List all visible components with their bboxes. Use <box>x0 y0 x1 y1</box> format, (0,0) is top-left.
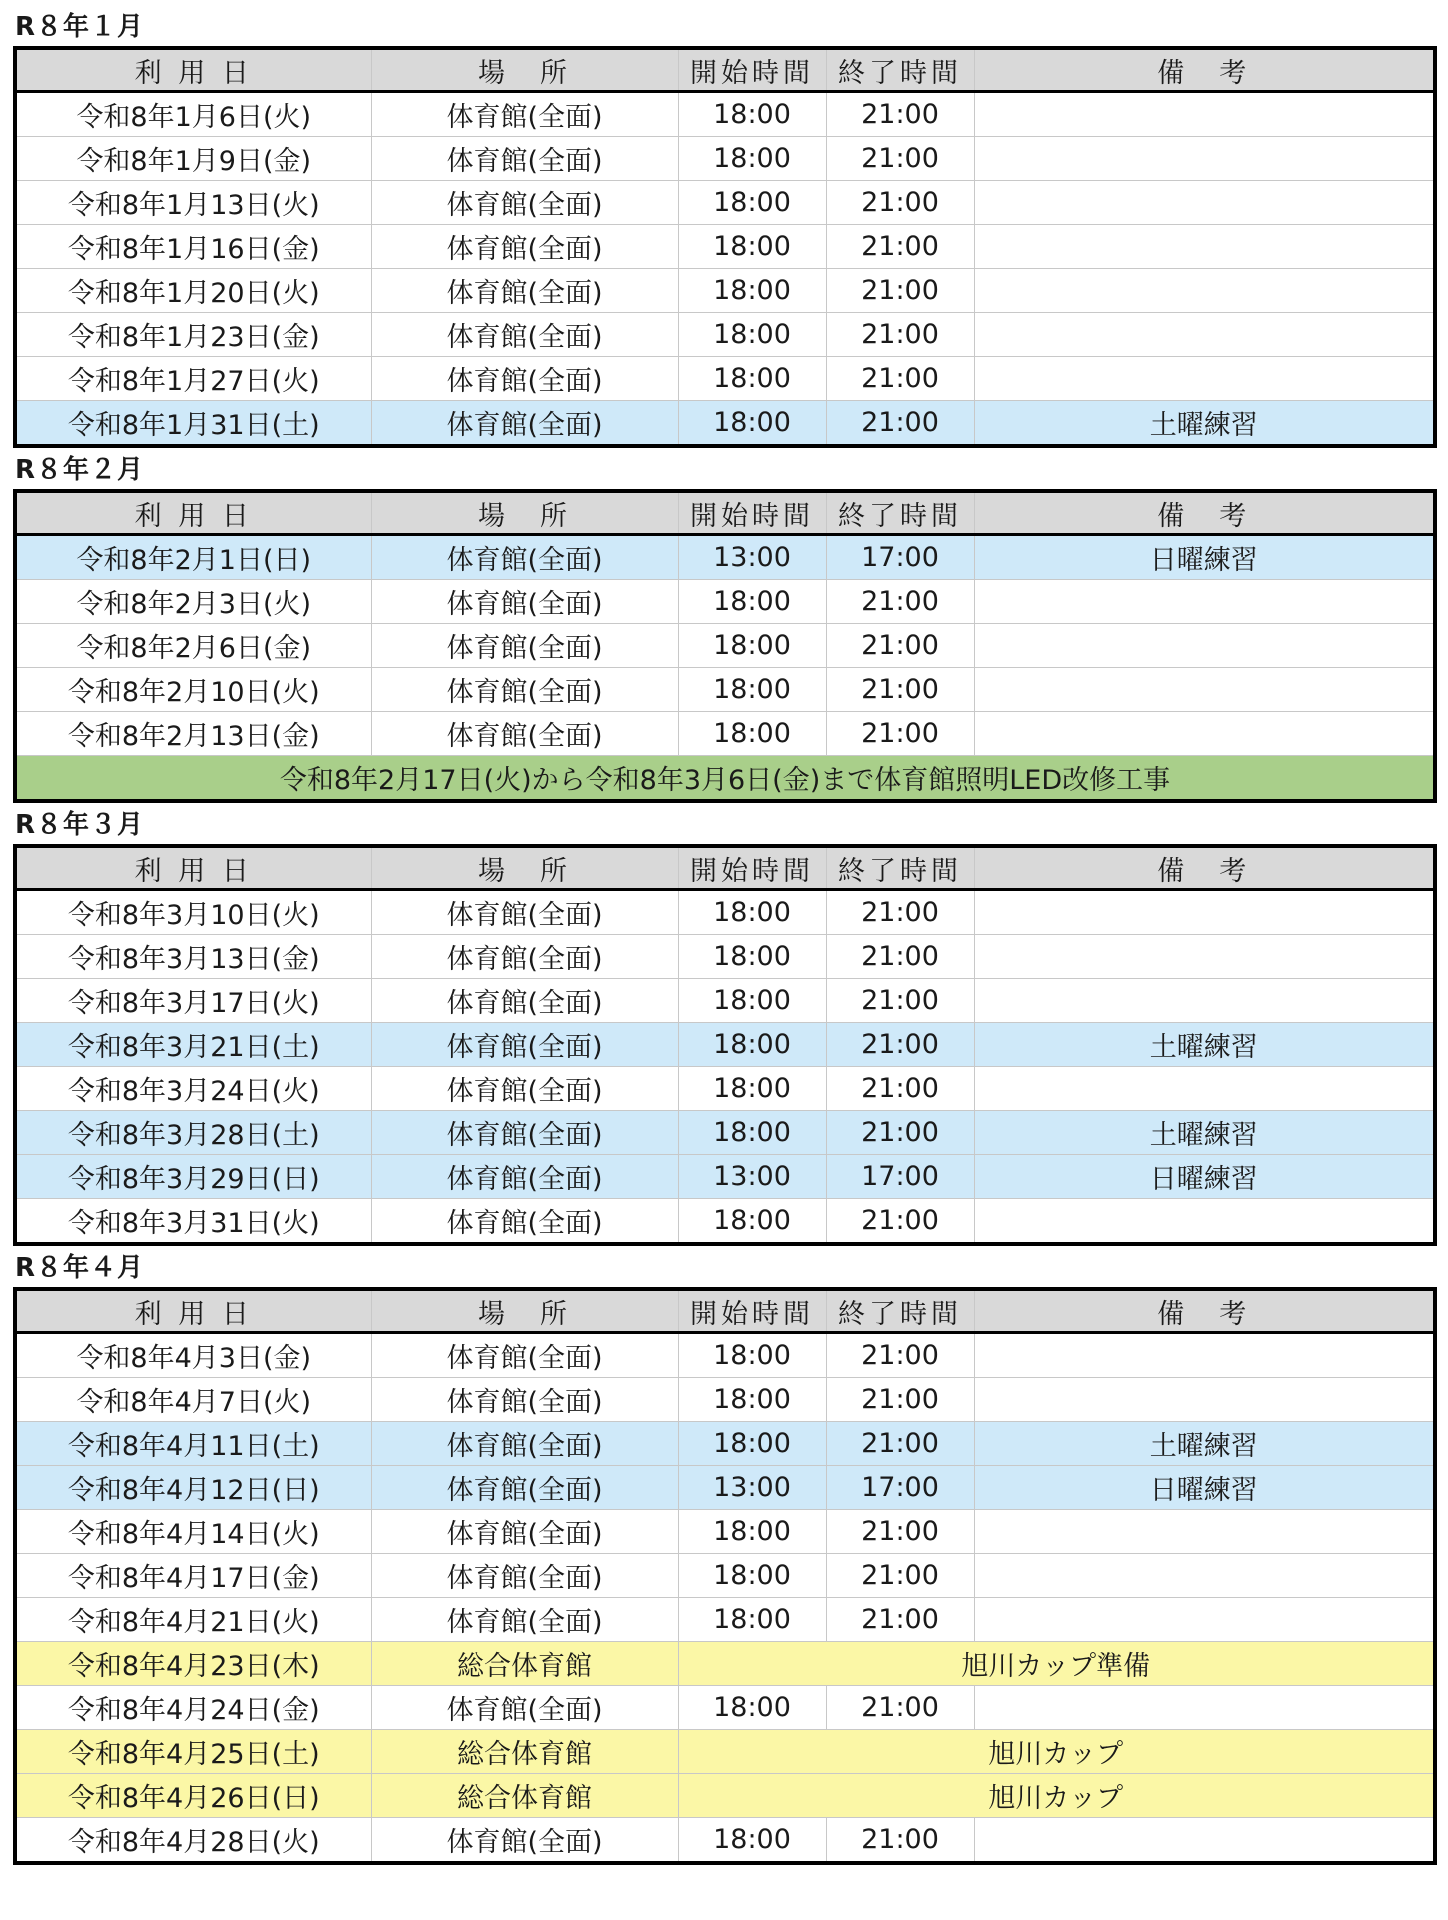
table-row <box>15 1199 1435 1245</box>
place-cell: 体育館(全面) <box>371 137 678 181</box>
table-row <box>15 1155 1435 1199</box>
table-row <box>15 225 1435 269</box>
place-cell: 体育館(全面) <box>371 712 678 756</box>
note-cell <box>974 890 1435 935</box>
event-cell: 旭川カップ <box>678 1730 1435 1774</box>
place-cell: 体育館(全面) <box>371 1199 678 1245</box>
note-cell: 土曜練習 <box>974 1023 1435 1067</box>
date-cell: 令和8年1月23日(金) <box>15 313 371 357</box>
table-row <box>15 1510 1435 1554</box>
end-time-cell: 17:00 <box>826 535 974 580</box>
place-cell: 体育館(全面) <box>371 1598 678 1642</box>
note-cell <box>974 1554 1435 1598</box>
date-cell: 令和8年4月17日(金) <box>15 1554 371 1598</box>
date-cell: 令和8年4月25日(土) <box>15 1730 371 1774</box>
end-time-cell: 21:00 <box>826 979 974 1023</box>
end-time-cell: 21:00 <box>826 181 974 225</box>
note-cell <box>974 181 1435 225</box>
end-time-cell: 17:00 <box>826 1466 974 1510</box>
note-cell <box>974 313 1435 357</box>
notice-cell: 令和8年2月17日(火)から令和8年3月6日(金)まで体育館照明LED改修工事 <box>15 756 1435 802</box>
note-cell <box>974 668 1435 712</box>
place-cell: 総合体育館 <box>371 1774 678 1818</box>
place-cell: 総合体育館 <box>371 1730 678 1774</box>
header-note: 備 考 <box>974 48 1435 92</box>
start-time-cell: 18:00 <box>678 890 826 935</box>
header-place: 場 所 <box>371 491 678 535</box>
note-cell <box>974 712 1435 756</box>
header-row <box>15 1289 1435 1333</box>
date-cell: 令和8年3月28日(土) <box>15 1111 371 1155</box>
header-place: 場 所 <box>371 48 678 92</box>
place-cell: 体育館(全面) <box>371 1466 678 1510</box>
start-time-cell: 18:00 <box>678 1199 826 1245</box>
end-time-cell: 21:00 <box>826 668 974 712</box>
note-cell <box>974 1510 1435 1554</box>
table-row <box>15 668 1435 712</box>
header-note: 備 考 <box>974 1289 1435 1333</box>
table-row <box>15 756 1435 802</box>
table-row <box>15 1067 1435 1111</box>
table-row <box>15 890 1435 935</box>
header-start-time: 開始時間 <box>678 491 826 535</box>
date-cell: 令和8年1月31日(土) <box>15 401 371 447</box>
end-time-cell: 21:00 <box>826 269 974 313</box>
start-time-cell: 18:00 <box>678 1818 826 1864</box>
note-cell <box>974 92 1435 137</box>
place-cell: 体育館(全面) <box>371 890 678 935</box>
start-time-cell: 13:00 <box>678 1466 826 1510</box>
start-time-cell: 18:00 <box>678 1422 826 1466</box>
schedule-table <box>13 1287 1437 1865</box>
schedule-table <box>13 46 1437 448</box>
month-title: R８年１月 <box>15 12 145 42</box>
end-time-cell: 21:00 <box>826 890 974 935</box>
end-time-cell: 21:00 <box>826 1023 974 1067</box>
note-cell <box>974 1686 1435 1730</box>
place-cell: 体育館(全面) <box>371 92 678 137</box>
note-cell <box>974 979 1435 1023</box>
header-date: 利 用 日 <box>15 846 371 890</box>
table-row <box>15 979 1435 1023</box>
date-cell: 令和8年1月6日(火) <box>15 92 371 137</box>
date-cell: 令和8年2月1日(日) <box>15 535 371 580</box>
end-time-cell: 21:00 <box>826 1598 974 1642</box>
date-cell: 令和8年2月13日(金) <box>15 712 371 756</box>
start-time-cell: 18:00 <box>678 1023 826 1067</box>
note-cell <box>974 580 1435 624</box>
place-cell: 体育館(全面) <box>371 1818 678 1864</box>
table-row <box>15 1730 1435 1774</box>
place-cell: 体育館(全面) <box>371 668 678 712</box>
table-row <box>15 313 1435 357</box>
start-time-cell: 18:00 <box>678 137 826 181</box>
month-title: R８年４月 <box>15 1253 145 1283</box>
place-cell: 体育館(全面) <box>371 401 678 447</box>
place-cell: 体育館(全面) <box>371 1422 678 1466</box>
event-cell: 旭川カップ <box>678 1774 1435 1818</box>
date-cell: 令和8年1月20日(火) <box>15 269 371 313</box>
table-row <box>15 1774 1435 1818</box>
place-cell: 体育館(全面) <box>371 935 678 979</box>
date-cell: 令和8年4月24日(金) <box>15 1686 371 1730</box>
start-time-cell: 18:00 <box>678 580 826 624</box>
end-time-cell: 21:00 <box>826 624 974 668</box>
place-cell: 体育館(全面) <box>371 535 678 580</box>
date-cell: 令和8年3月21日(土) <box>15 1023 371 1067</box>
note-cell <box>974 1378 1435 1422</box>
start-time-cell: 18:00 <box>678 269 826 313</box>
date-cell: 令和8年4月23日(木) <box>15 1642 371 1686</box>
table-row <box>15 401 1435 447</box>
end-time-cell: 21:00 <box>826 313 974 357</box>
date-cell: 令和8年4月28日(火) <box>15 1818 371 1864</box>
date-cell: 令和8年1月13日(火) <box>15 181 371 225</box>
month-title: R８年３月 <box>15 810 145 840</box>
end-time-cell: 21:00 <box>826 1333 974 1378</box>
note-cell: 日曜練習 <box>974 1466 1435 1510</box>
start-time-cell: 18:00 <box>678 92 826 137</box>
place-cell: 体育館(全面) <box>371 1155 678 1199</box>
table-row <box>15 624 1435 668</box>
header-start-time: 開始時間 <box>678 846 826 890</box>
place-cell: 体育館(全面) <box>371 357 678 401</box>
table-row <box>15 357 1435 401</box>
table-row <box>15 92 1435 137</box>
end-time-cell: 21:00 <box>826 401 974 447</box>
note-cell: 土曜練習 <box>974 1422 1435 1466</box>
end-time-cell: 21:00 <box>826 225 974 269</box>
place-cell: 体育館(全面) <box>371 1378 678 1422</box>
place-cell: 体育館(全面) <box>371 1510 678 1554</box>
place-cell: 体育館(全面) <box>371 225 678 269</box>
start-time-cell: 18:00 <box>678 181 826 225</box>
date-cell: 令和8年4月12日(日) <box>15 1466 371 1510</box>
header-date: 利 用 日 <box>15 1289 371 1333</box>
month-title: R８年２月 <box>15 455 145 485</box>
note-cell <box>974 225 1435 269</box>
header-note: 備 考 <box>974 846 1435 890</box>
header-end-time: 終了時間 <box>826 491 974 535</box>
start-time-cell: 18:00 <box>678 1686 826 1730</box>
table-row <box>15 1598 1435 1642</box>
date-cell: 令和8年4月26日(日) <box>15 1774 371 1818</box>
date-cell: 令和8年4月11日(土) <box>15 1422 371 1466</box>
end-time-cell: 21:00 <box>826 1067 974 1111</box>
table-row <box>15 935 1435 979</box>
note-cell <box>974 1333 1435 1378</box>
end-time-cell: 21:00 <box>826 580 974 624</box>
table-row <box>15 535 1435 580</box>
start-time-cell: 18:00 <box>678 313 826 357</box>
table-row <box>15 712 1435 756</box>
note-cell: 土曜練習 <box>974 401 1435 447</box>
end-time-cell: 21:00 <box>826 1554 974 1598</box>
header-place: 場 所 <box>371 1289 678 1333</box>
schedule-sheet <box>13 8 1437 1868</box>
date-cell: 令和8年4月21日(火) <box>15 1598 371 1642</box>
header-row <box>15 48 1435 92</box>
header-end-time: 終了時間 <box>826 1289 974 1333</box>
place-cell: 体育館(全面) <box>371 1333 678 1378</box>
start-time-cell: 18:00 <box>678 668 826 712</box>
table-row <box>15 137 1435 181</box>
date-cell: 令和8年3月29日(日) <box>15 1155 371 1199</box>
place-cell: 体育館(全面) <box>371 181 678 225</box>
date-cell: 令和8年3月31日(火) <box>15 1199 371 1245</box>
place-cell: 総合体育館 <box>371 1642 678 1686</box>
end-time-cell: 21:00 <box>826 92 974 137</box>
note-cell <box>974 137 1435 181</box>
date-cell: 令和8年3月10日(火) <box>15 890 371 935</box>
end-time-cell: 21:00 <box>826 1422 974 1466</box>
note-cell: 日曜練習 <box>974 535 1435 580</box>
table-row <box>15 181 1435 225</box>
note-cell <box>974 1067 1435 1111</box>
end-time-cell: 21:00 <box>826 1510 974 1554</box>
schedule-table <box>13 489 1437 803</box>
end-time-cell: 21:00 <box>826 1199 974 1245</box>
start-time-cell: 18:00 <box>678 1333 826 1378</box>
table-row <box>15 1111 1435 1155</box>
header-end-time: 終了時間 <box>826 48 974 92</box>
header-note: 備 考 <box>974 491 1435 535</box>
table-row <box>15 1818 1435 1864</box>
start-time-cell: 18:00 <box>678 712 826 756</box>
start-time-cell: 18:00 <box>678 401 826 447</box>
start-time-cell: 18:00 <box>678 979 826 1023</box>
start-time-cell: 18:00 <box>678 935 826 979</box>
note-cell <box>974 357 1435 401</box>
header-date: 利 用 日 <box>15 48 371 92</box>
table-row <box>15 1422 1435 1466</box>
date-cell: 令和8年1月9日(金) <box>15 137 371 181</box>
table-row <box>15 1378 1435 1422</box>
end-time-cell: 17:00 <box>826 1155 974 1199</box>
start-time-cell: 18:00 <box>678 1378 826 1422</box>
date-cell: 令和8年4月14日(火) <box>15 1510 371 1554</box>
place-cell: 体育館(全面) <box>371 313 678 357</box>
table-row <box>15 1554 1435 1598</box>
note-cell <box>974 624 1435 668</box>
place-cell: 体育館(全面) <box>371 269 678 313</box>
note-cell <box>974 1598 1435 1642</box>
end-time-cell: 21:00 <box>826 1111 974 1155</box>
start-time-cell: 18:00 <box>678 1111 826 1155</box>
date-cell: 令和8年1月27日(火) <box>15 357 371 401</box>
note-cell <box>974 1199 1435 1245</box>
place-cell: 体育館(全面) <box>371 1554 678 1598</box>
place-cell: 体育館(全面) <box>371 1067 678 1111</box>
start-time-cell: 18:00 <box>678 1554 826 1598</box>
date-cell: 令和8年4月7日(火) <box>15 1378 371 1422</box>
start-time-cell: 18:00 <box>678 357 826 401</box>
start-time-cell: 13:00 <box>678 1155 826 1199</box>
date-cell: 令和8年1月16日(金) <box>15 225 371 269</box>
date-cell: 令和8年3月24日(火) <box>15 1067 371 1111</box>
schedule-table <box>13 844 1437 1246</box>
header-row <box>15 846 1435 890</box>
end-time-cell: 21:00 <box>826 137 974 181</box>
table-row <box>15 269 1435 313</box>
note-cell <box>974 1818 1435 1864</box>
header-end-time: 終了時間 <box>826 846 974 890</box>
event-cell: 旭川カップ準備 <box>678 1642 1435 1686</box>
date-cell: 令和8年2月6日(金) <box>15 624 371 668</box>
place-cell: 体育館(全面) <box>371 1686 678 1730</box>
table-row <box>15 580 1435 624</box>
place-cell: 体育館(全面) <box>371 1111 678 1155</box>
header-date: 利 用 日 <box>15 491 371 535</box>
end-time-cell: 21:00 <box>826 357 974 401</box>
start-time-cell: 18:00 <box>678 1510 826 1554</box>
table-row <box>15 1466 1435 1510</box>
header-start-time: 開始時間 <box>678 48 826 92</box>
note-cell <box>974 935 1435 979</box>
end-time-cell: 21:00 <box>826 1686 974 1730</box>
start-time-cell: 13:00 <box>678 535 826 580</box>
date-cell: 令和8年2月10日(火) <box>15 668 371 712</box>
place-cell: 体育館(全面) <box>371 624 678 668</box>
start-time-cell: 18:00 <box>678 1067 826 1111</box>
note-cell: 土曜練習 <box>974 1111 1435 1155</box>
header-start-time: 開始時間 <box>678 1289 826 1333</box>
end-time-cell: 21:00 <box>826 1378 974 1422</box>
table-row <box>15 1686 1435 1730</box>
note-cell: 日曜練習 <box>974 1155 1435 1199</box>
table-row <box>15 1333 1435 1378</box>
end-time-cell: 21:00 <box>826 712 974 756</box>
start-time-cell: 18:00 <box>678 624 826 668</box>
date-cell: 令和8年3月13日(金) <box>15 935 371 979</box>
table-row <box>15 1023 1435 1067</box>
end-time-cell: 21:00 <box>826 1818 974 1864</box>
date-cell: 令和8年3月17日(火) <box>15 979 371 1023</box>
date-cell: 令和8年2月3日(火) <box>15 580 371 624</box>
place-cell: 体育館(全面) <box>371 580 678 624</box>
place-cell: 体育館(全面) <box>371 979 678 1023</box>
table-row <box>15 1642 1435 1686</box>
header-row <box>15 491 1435 535</box>
note-cell <box>974 269 1435 313</box>
start-time-cell: 18:00 <box>678 225 826 269</box>
header-place: 場 所 <box>371 846 678 890</box>
date-cell: 令和8年4月3日(金) <box>15 1333 371 1378</box>
end-time-cell: 21:00 <box>826 935 974 979</box>
place-cell: 体育館(全面) <box>371 1023 678 1067</box>
start-time-cell: 18:00 <box>678 1598 826 1642</box>
